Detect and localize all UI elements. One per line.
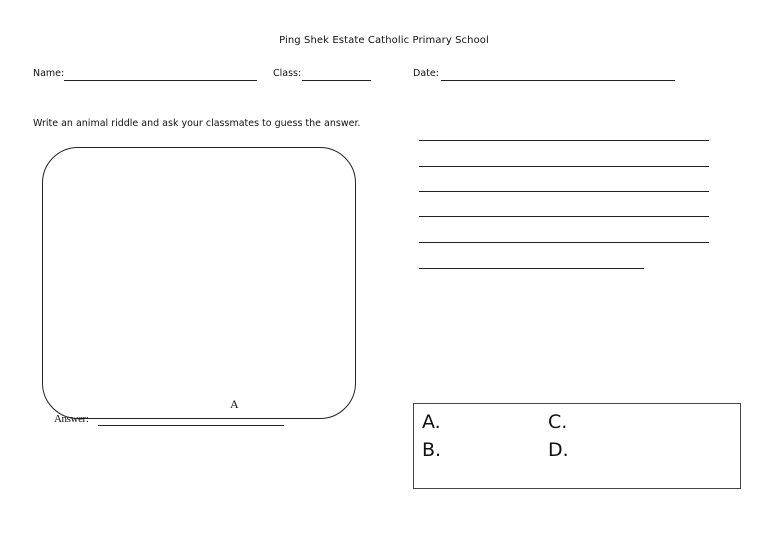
answer-line[interactable] — [98, 425, 284, 426]
option-b[interactable]: B. — [422, 439, 442, 461]
option-a[interactable]: A. — [422, 411, 441, 433]
date-line[interactable] — [441, 80, 675, 81]
drawing-box-letter: A — [230, 397, 239, 411]
option-d[interactable]: D. — [548, 439, 569, 461]
class-line[interactable] — [302, 80, 371, 81]
riddle-line[interactable] — [419, 242, 709, 243]
name-label: Name: — [33, 68, 65, 79]
riddle-line[interactable] — [419, 140, 709, 141]
answer-label: Answer: — [54, 413, 89, 425]
answer-options-box — [413, 403, 741, 489]
option-c[interactable]: C. — [548, 411, 568, 433]
riddle-line[interactable] — [419, 166, 709, 167]
riddle-line[interactable] — [419, 268, 644, 269]
instruction-text: Write an animal riddle and ask your classmates to guess the answer. — [33, 118, 361, 129]
riddle-line[interactable] — [419, 191, 709, 192]
drawing-box[interactable] — [42, 147, 356, 419]
riddle-line[interactable] — [419, 216, 709, 217]
class-label: Class: — [273, 68, 302, 79]
date-label: Date: — [413, 68, 439, 79]
name-line[interactable] — [64, 80, 257, 81]
school-title: Ping Shek Estate Catholic Primary School — [279, 35, 489, 46]
